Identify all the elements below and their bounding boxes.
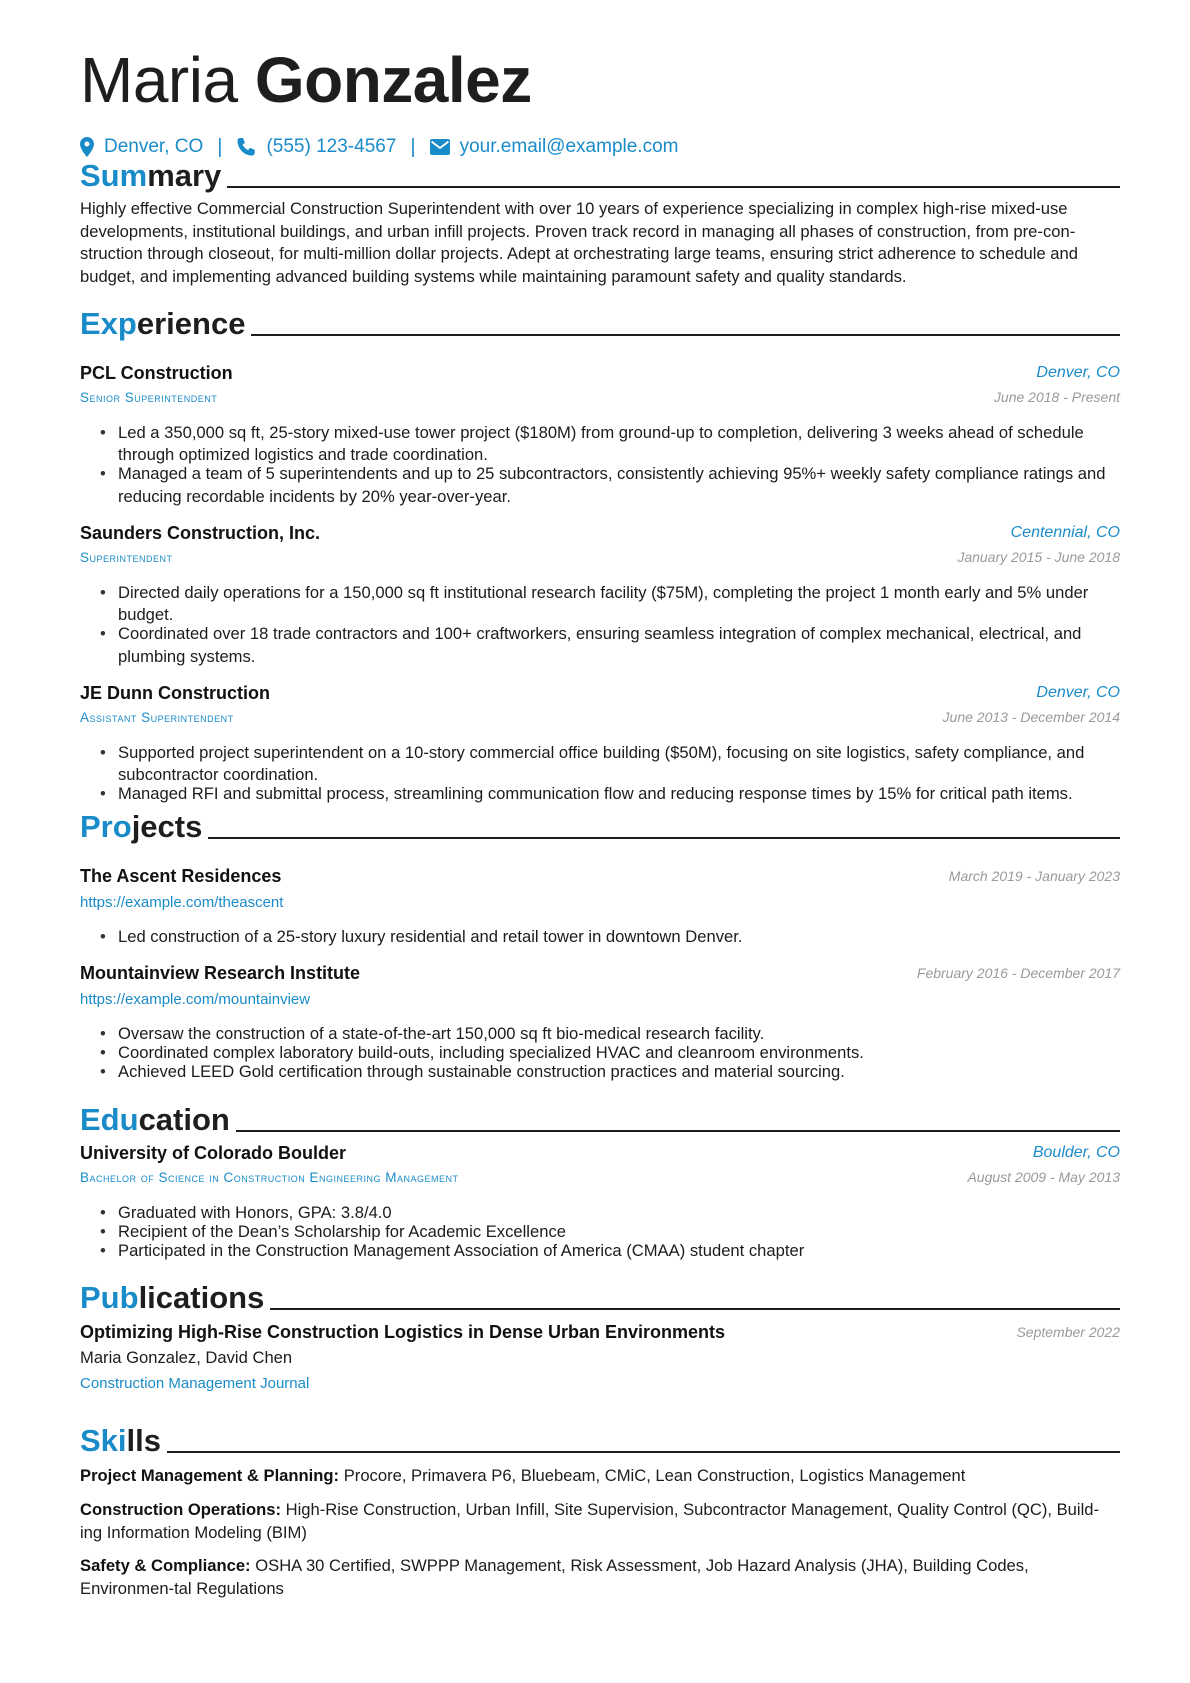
job-bullets	[100, 422, 1120, 505]
list-item: • Led a 350,000 sq ft, 25-story mixed-use tower project ($180M) from ground-up to completion, delivering 3 weeks ahead of schedule through optimized logistics and trade coordination.	[100, 422, 1120, 466]
skill-group-text: Procore, Primavera P6, Bluebeam, CMiC, Lean Construction, Logistics Management	[343, 1466, 966, 1485]
section-summary-header	[80, 154, 1120, 194]
skill-group-label: Construction Operations:	[80, 1500, 281, 1519]
section-title: Experience	[80, 306, 246, 341]
list-item: • Coordinated complex laboratory build-outs, including specialized HVAC and cleanroom environments.	[100, 1042, 1120, 1064]
publication-date: September 2022	[1016, 1324, 1120, 1340]
publication-title: Optimizing High-Rise Construction Logistics in Dense Urban Environments	[80, 1322, 726, 1342]
skill-group-text: OSHA 30 Certified, SWPPP Management, Risk Assessment, Job Hazard Analysis (JHA), Building Codes, Environmen-tal Regulations	[80, 1556, 1029, 1598]
list-item: • Managed a team of 5 superintendents and up to 25 subcontractors, consistently achieving 95%+ weekly safety compliance ratings and reducing recordable incidents by 20% year-over-year.	[100, 463, 1120, 507]
list-item: • Coordinated over 18 trade contractors and 100+ craftworkers, ensuring seamless integration of complex mechanical, electrical, and plumbing systems.	[100, 623, 1120, 667]
section-education-header	[80, 1098, 1120, 1138]
school-name: University of Colorado Boulder	[80, 1143, 347, 1163]
job-location: Denver, CO	[1036, 364, 1120, 381]
section-rule	[208, 837, 1120, 839]
list-item: • Directed daily operations for a 150,000 sq ft institutional research facility ($75M), completing the project 1 month early and 5% under budget.	[100, 582, 1120, 626]
job-dates: June 2013 - December 2014	[942, 709, 1120, 725]
list-item: • Led construction of a 25-story luxury residential and retail tower in downtown Denver.	[100, 926, 1120, 948]
section-rule	[270, 1308, 1120, 1310]
project-link[interactable]: https://example.com/theascent	[80, 894, 284, 911]
last-name: Gonzalez	[254, 44, 532, 116]
education-bullets	[100, 1202, 1120, 1260]
job-bullets	[100, 742, 1120, 803]
job-title: Assistant Superintendent	[80, 710, 234, 725]
job-dates: January 2015 - June 2018	[957, 549, 1120, 565]
list-item: • Managed RFI and submittal process, streamlining communication flow and reducing response times by 15% for critical path items.	[100, 783, 1120, 805]
publication-venue[interactable]: Construction Management Journal	[80, 1375, 310, 1392]
project-bullets	[100, 926, 1120, 945]
skill-group-label: Safety & Compliance:	[80, 1556, 251, 1575]
list-item: • Oversaw the construction of a state-of-the-art 150,000 sq ft bio-medical research facility.	[100, 1023, 1120, 1045]
project-name: The Ascent Residences	[80, 866, 282, 886]
project-link[interactable]: https://example.com/mountainview	[80, 991, 311, 1008]
project-dates: March 2019 - January 2023	[948, 868, 1120, 884]
degree: Bachelor of Science in Construction Engineering Management	[80, 1170, 459, 1185]
list-item: • Participated in the Construction Management Association of America (CMAA) student chapter	[100, 1240, 1120, 1262]
section-rule	[167, 1451, 1120, 1453]
project-name: Mountainview Research Institute	[80, 963, 361, 983]
job-dates: June 2018 - Present	[993, 389, 1120, 405]
skill-group-text: High-Rise Construction, Urban Infill, Site Supervision, Subcontractor Management, Quality Control (QC), Build-ing Information Modeling (BIM)	[80, 1500, 1100, 1542]
list-item: • Supported project superintendent on a 10-story commercial office building ($50M), focusing on site logistics, safety compliance, and subcontractor coordination.	[100, 742, 1120, 786]
separator: |	[410, 135, 416, 158]
candidate-name	[80, 40, 532, 120]
envelope-icon	[430, 139, 450, 155]
section-rule	[251, 334, 1120, 336]
location-text: Denver, CO	[104, 136, 204, 157]
section-publications-header	[80, 1276, 1120, 1316]
skill-group	[80, 1555, 1120, 1600]
skill-group-label: Project Management & Planning:	[80, 1466, 340, 1485]
section-title: Summary	[80, 158, 222, 193]
section-rule	[236, 1130, 1120, 1132]
section-title: Education	[80, 1102, 230, 1137]
skill-group	[80, 1499, 1120, 1544]
list-item: • Recipient of the Dean’s Scholarship for Academic Excellence	[100, 1221, 1120, 1243]
section-projects-header	[80, 805, 1120, 845]
section-rule	[227, 186, 1120, 188]
company-name: JE Dunn Construction	[80, 683, 270, 703]
summary-text: Highly effective Commercial Construction Superintendent with over 10 years of experience specializing in complex high-rise mixed-use developments, institutional buildings, and urban infill projects. Proven track record in managing all phases of construction, from pre-con-struction through closeout, for multi-million dollar projects. Adept at orchestrating large teams, ensuring strict adherence to schedule and budget, and implementing advanced building systems while maintaining paramount safety and quality standards.	[80, 199, 1078, 287]
education-dates: August 2009 - May 2013	[967, 1169, 1120, 1185]
list-item: • Graduated with Honors, GPA: 3.8/4.0	[100, 1202, 1120, 1224]
publication-authors: Maria Gonzalez, David Chen	[80, 1348, 293, 1367]
phone-text[interactable]: (555) 123-4567	[266, 136, 397, 157]
job-title: Superintendent	[80, 550, 173, 565]
company-name: PCL Construction	[80, 363, 233, 383]
first-name: Maria	[80, 44, 238, 116]
section-skills-header	[80, 1419, 1120, 1459]
job-bullets	[100, 582, 1120, 665]
list-item: • Achieved LEED Gold certification through sustainable construction practices and material sourcing.	[100, 1061, 1120, 1083]
company-name: Saunders Construction, Inc.	[80, 523, 321, 543]
email-link[interactable]: your.email@example.com	[459, 136, 679, 157]
job-location: Denver, CO	[1036, 684, 1120, 701]
section-experience-header	[80, 302, 1120, 342]
section-title: Projects	[80, 809, 203, 844]
project-dates: February 2016 - December 2017	[916, 965, 1120, 981]
section-title: Publications	[80, 1280, 265, 1315]
school-location: Boulder, CO	[1032, 1144, 1120, 1161]
section-title: Skills	[80, 1423, 161, 1458]
separator: |	[217, 135, 223, 158]
project-bullets	[100, 1023, 1120, 1081]
job-title: Senior Superintendent	[80, 390, 218, 405]
job-location: Centennial, CO	[1010, 524, 1120, 541]
skill-group	[80, 1465, 1120, 1488]
